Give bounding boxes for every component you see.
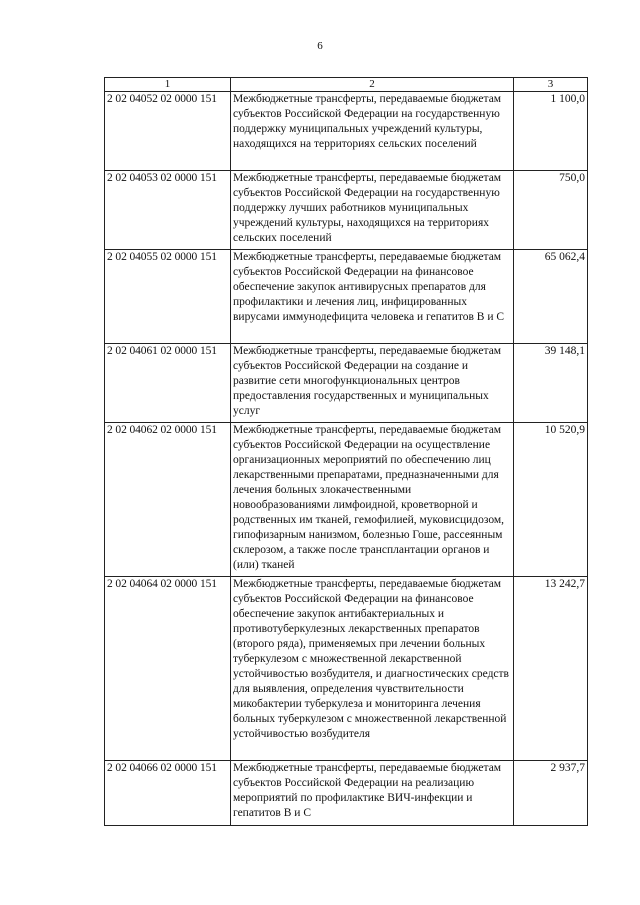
header-code: 1: [105, 78, 231, 92]
budget-code: 2 02 04053 02 0000 151: [105, 171, 231, 250]
table-row: [105, 250, 588, 344]
amount: 10 520,9: [514, 423, 588, 577]
table-row: [105, 344, 588, 423]
transfer-description: Межбюджетные трансферты, передаваемые бюджетам субъектов Российской Федерации на финансовое обеспечение закупок антивирусных препаратов для профилактики и лечения лиц, инфицированных вирусами иммунодефицита человека и гепатитов В и С: [231, 250, 514, 344]
amount: 2 937,7: [514, 761, 588, 826]
transfer-description: Межбюджетные трансферты, передаваемые бюджетам субъектов Российской Федерации на финансовое обеспечение закупок антибактериальных и противотуберкулезных лекарственных препаратов (второго ряда), применяемых при лечении больных туберкулезом с множественной лекарственной устойчивостью возбудителя, и диагностических средств для выявления, определения чувствительности микобактерии туберкулеза и мониторинга лечения больных туберкулезом с множественной лекарственной устойчивостью возбудителя: [231, 577, 514, 761]
transfer-description: Межбюджетные трансферты, передаваемые бюджетам субъектов Российской Федерации на реализацию мероприятий по профилактике ВИЧ-инфекции и гепатитов В и С: [231, 761, 514, 826]
table-header: [105, 78, 588, 92]
header-description: 2: [231, 78, 514, 92]
budget-code: 2 02 04061 02 0000 151: [105, 344, 231, 423]
transfer-description: Межбюджетные трансферты, передаваемые бюджетам субъектов Российской Федерации на государственную поддержку лучших работников муниципальных учреждений культуры, находящихся на территориях сельских поселений: [231, 171, 514, 250]
budget-code: 2 02 04066 02 0000 151: [105, 761, 231, 826]
amount: 1 100,0: [514, 92, 588, 171]
budget-table: [104, 77, 588, 826]
transfer-description: Межбюджетные трансферты, передаваемые бюджетам субъектов Российской Федерации на создание и развитие сети многофункциональных центров предоставления государственных и муниципальных услуг: [231, 344, 514, 423]
budget-code: 2 02 04062 02 0000 151: [105, 423, 231, 577]
table-row: [105, 171, 588, 250]
table-row: [105, 577, 588, 761]
budget-code: 2 02 04052 02 0000 151: [105, 92, 231, 171]
page-number: 6: [317, 40, 323, 52]
transfer-description: Межбюджетные трансферты, передаваемые бюджетам субъектов Российской Федерации на государственную поддержку муниципальных учреждений культуры, находящихся на территориях сельских поселений: [231, 92, 514, 171]
amount: 65 062,4: [514, 250, 588, 344]
amount: 39 148,1: [514, 344, 588, 423]
budget-code: 2 02 04064 02 0000 151: [105, 577, 231, 761]
table-row: [105, 92, 588, 171]
amount: 13 242,7: [514, 577, 588, 761]
table-body: [105, 92, 588, 826]
table-row: [105, 761, 588, 826]
header-amount: 3: [514, 78, 588, 92]
header-row: [105, 78, 588, 92]
amount: 750,0: [514, 171, 588, 250]
transfer-description: Межбюджетные трансферты, передаваемые бюджетам субъектов Российской Федерации на осуществление организационных мероприятий по обеспечению лиц лекарственными препаратами, предназначенными для лечения больных злокачественными новообразованиями лимфоидной, кроветворной и родственных им тканей, гемофилией, муковисцидозом, гипофизарным нанизмом, болезнью Гоше, рассеянным склерозом, а также после трансплантации органов и (или) тканей: [231, 423, 514, 577]
table-row: [105, 423, 588, 577]
budget-code: 2 02 04055 02 0000 151: [105, 250, 231, 344]
